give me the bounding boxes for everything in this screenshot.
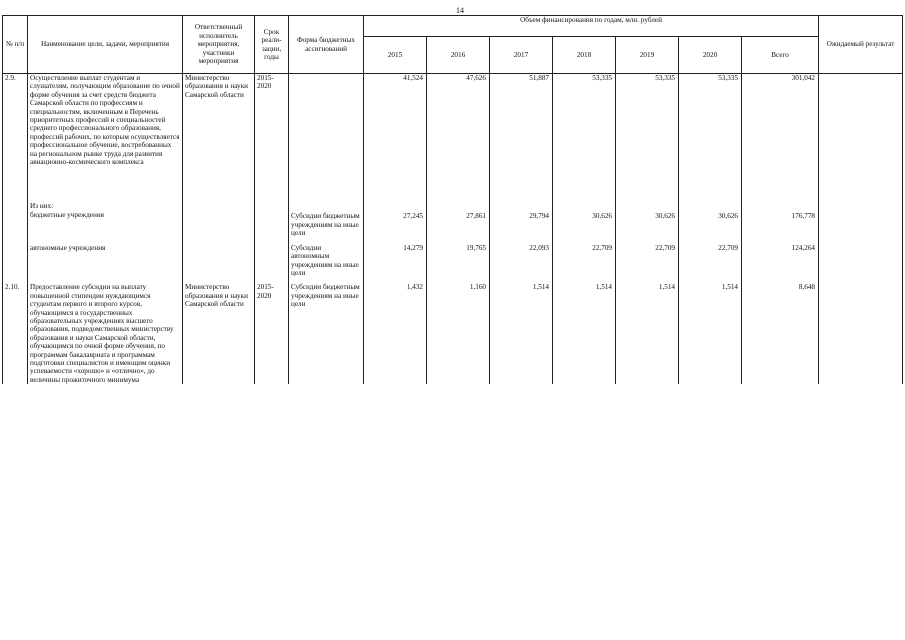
row-num <box>3 238 28 278</box>
header-term: Срок реали-зации, годы <box>255 16 289 74</box>
header-year: 2017 <box>490 37 553 74</box>
row-term: 2015-2020 <box>255 74 289 167</box>
row-value: 29,794 <box>490 202 553 237</box>
row-value: 1,514 <box>679 277 742 384</box>
header-year: 2016 <box>427 37 490 74</box>
row-value: 22,709 <box>679 238 742 278</box>
row-term: 2015-2020 <box>255 277 289 384</box>
row-goal: Из них: бюджетные учреждения <box>28 202 183 237</box>
header-funding-group: Объем финансирования по годам, млн. рублей <box>364 16 819 37</box>
row-value: 22,709 <box>616 238 679 278</box>
row-value: 30,626 <box>616 202 679 237</box>
row-goal: Осуществление выплат студентам и слушателям, получающим образование по очной форме обучения за счет средств бюджета Самарской области по профессиям и специальностям, включенным в Перечень приоритетных профессий и специальностей среднего профессионального образования, профессий рабочих, по которым осуществляется профессиональное обучение, востребованных на региональном рынке труда для развития авиационно-космического комплекса <box>28 74 183 167</box>
row-value: 30,626 <box>679 202 742 237</box>
table-row <box>3 277 903 384</box>
header-total: Всего <box>742 37 819 74</box>
row-result <box>819 277 903 384</box>
row-value: 1,432 <box>364 277 427 384</box>
row-value: 1,514 <box>553 277 616 384</box>
row-total: 301,042 <box>742 74 819 167</box>
header-goal: Наименование цели, задачи, мероприятия <box>28 16 183 74</box>
row-num <box>3 202 28 237</box>
row-value: 22,093 <box>490 238 553 278</box>
row-value: 53,335 <box>553 74 616 167</box>
row-value: 22,709 <box>553 238 616 278</box>
row-total: 176,778 <box>742 202 819 237</box>
budget-table <box>2 15 903 384</box>
row-value: 19,765 <box>427 238 490 278</box>
row-responsible: Министерство образования и науки Самарской области <box>183 74 255 167</box>
header-year: 2018 <box>553 37 616 74</box>
header-num: № п/п <box>3 16 28 74</box>
row-value: 1,514 <box>616 277 679 384</box>
row-form: Субсидии бюджетным учреждениям на иные цели <box>289 202 364 237</box>
row-value: 1,514 <box>490 277 553 384</box>
row-form: Субсидии бюджетным учреждениям на иные цели <box>289 277 364 384</box>
row-value: 1,160 <box>427 277 490 384</box>
header-year: 2019 <box>616 37 679 74</box>
table-row <box>3 74 903 167</box>
row-value: 27,861 <box>427 202 490 237</box>
row-value: 27,245 <box>364 202 427 237</box>
row-result <box>819 238 903 278</box>
row-form <box>289 74 364 167</box>
row-total: 124,264 <box>742 238 819 278</box>
row-goal: автономные учреждения <box>28 238 183 278</box>
row-value: 30,626 <box>553 202 616 237</box>
table-row <box>3 202 903 237</box>
header-responsible: Ответственный исполнитель мероприятия, участники мероприятия <box>183 16 255 74</box>
spacer-row <box>3 166 903 202</box>
row-responsible: Министерство образования и науки Самарской области <box>183 277 255 384</box>
page-number: 14 <box>456 6 464 15</box>
row-value: 51,887 <box>490 74 553 167</box>
row-value: 14,279 <box>364 238 427 278</box>
row-result <box>819 202 903 237</box>
row-goal: Предоставление субсидии на выплату повышенной стипендии нуждающимся студентам первого и второго курсов, обучающимся в государственных образовательных учреждениях высшего образования, подведомственных министерству образования и науки Самарской области, обучающимся по очной форме обучения, по программам бакалавриата и программам подготовки специалистов и имеющим оценки успеваемости «хорошо» и «отлично», до величины прожиточного минимума <box>28 277 183 384</box>
header-form: Форма бюджетных ассигнований <box>289 16 364 74</box>
row-value: 41,524 <box>364 74 427 167</box>
row-value: 53,335 <box>616 74 679 167</box>
row-form: Субсидии автономным учреждениям на иные цели <box>289 238 364 278</box>
row-result <box>819 74 903 167</box>
header-year: 2020 <box>679 37 742 74</box>
row-value: 53,335 <box>679 74 742 167</box>
row-term <box>255 238 289 278</box>
header-year: 2015 <box>364 37 427 74</box>
row-responsible <box>183 202 255 237</box>
row-value: 47,626 <box>427 74 490 167</box>
row-num: 2.10. <box>3 277 28 384</box>
row-total: 8,648 <box>742 277 819 384</box>
row-responsible <box>183 238 255 278</box>
row-term <box>255 202 289 237</box>
header-result: Ожидаемый результат <box>819 16 903 74</box>
row-num: 2.9. <box>3 74 28 167</box>
table-row <box>3 238 903 278</box>
